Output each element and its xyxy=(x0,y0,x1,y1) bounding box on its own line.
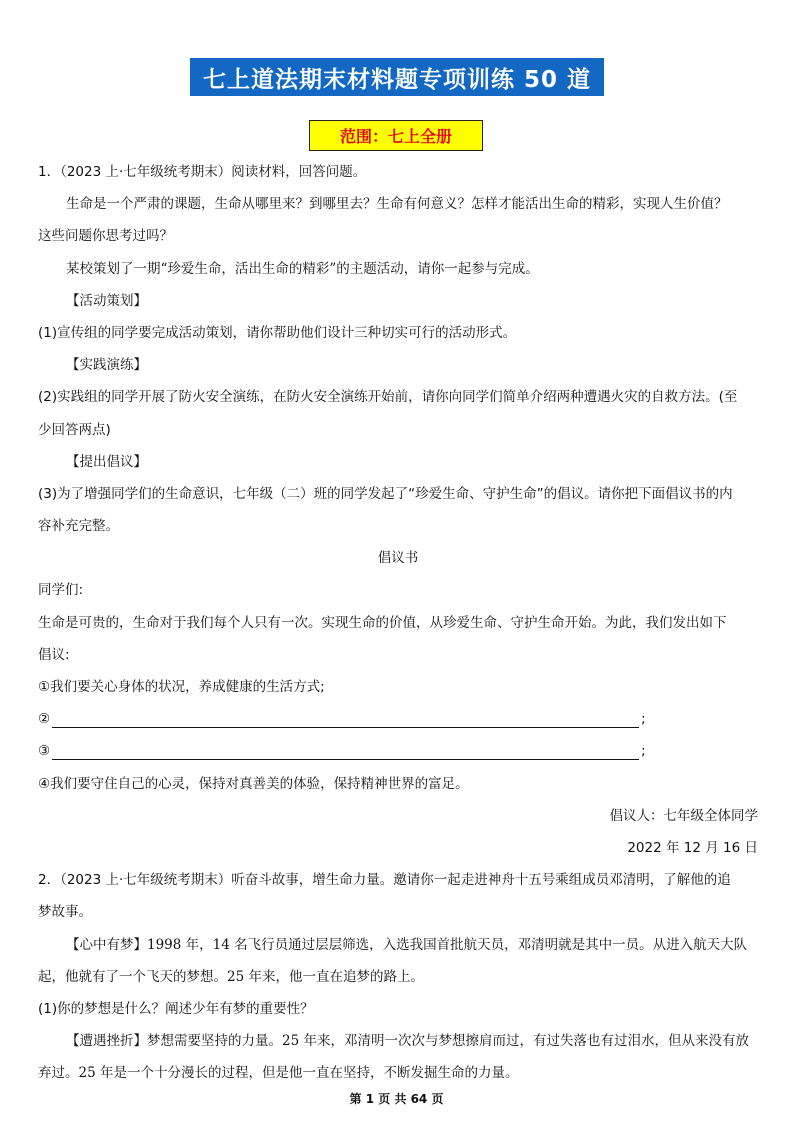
page-footer: 第 1 页 共 64 页 xyxy=(349,1092,444,1106)
question-2-stem-cont: 梦故事。 xyxy=(38,904,92,921)
item-2-number: ② xyxy=(38,711,51,728)
answer-blank-line[interactable] xyxy=(52,711,639,728)
scope-label: 范围：七上全册 xyxy=(309,120,483,151)
q1-subquestion-2: (2)实践组的同学开展了防火安全演练，在防火安全演练开始前，请你向同学们简单介绍两种遭遇火灾的自救方法。(至 xyxy=(38,389,738,406)
q1-material-line: 生命是一个严肃的课题，生命从哪里来？到哪里去？生命有何意义？怎样才能活出生命的精彩，实现人生价值？ xyxy=(66,196,728,213)
q1-subquestion-3-cont: 容补充完整。 xyxy=(38,518,119,535)
answer-blank-line[interactable] xyxy=(52,743,639,760)
proposal-greeting: 同学们: xyxy=(38,582,84,599)
proposal-date: 2022 年 12 月 16 日 xyxy=(627,839,758,856)
question-2-stem: 2．（2023 上·七年级统考期末）听奋斗故事，增生命力量。邀请你一起走进神舟十五号乘组成员邓清明，了解他的追 xyxy=(38,872,731,889)
proposal-item-3 xyxy=(38,735,758,767)
q2-material-line: 【心中有梦】1998 年，14 名飞行员通过层层筛选，入选我国首批航天员，邓清明就是其中一员。从进入航天大队 xyxy=(66,936,748,953)
q1-subquestion-2-cont: 少回答两点) xyxy=(38,421,111,438)
blank-semicolon: ; xyxy=(641,743,646,760)
proposal-item-4: ④我们要守住自己的心灵，保持对真善美的体验，保持精神世界的富足。 xyxy=(38,775,469,792)
proposal-body: 生命是可贵的，生命对于我们每个人只有一次。实现生命的价值，从珍爱生命、守护生命开始。为此，我们发出如下 xyxy=(38,614,727,631)
blank-semicolon: ; xyxy=(641,711,646,728)
q2-material-line: 起，他就有了一个飞天的梦想。25 年来，他一直在追梦的路上。 xyxy=(38,968,424,985)
proposal-title: 倡议书 xyxy=(377,550,419,567)
q1-section-tag: 【提出倡议】 xyxy=(66,453,147,470)
proposal-body-cont: 倡议: xyxy=(38,646,70,663)
question-1-stem: 1．（2023 上·七年级统考期末）阅读材料，回答问题。 xyxy=(38,164,367,180)
q2-material-line: 弃过。25 年是一个十分漫长的过程，但是他一直在坚持，不断发掘生命的力量。 xyxy=(38,1065,519,1082)
proposal-item-2 xyxy=(38,703,758,735)
proposal-item-1: ①我们要关心身体的状况，养成健康的生活方式; xyxy=(38,679,325,695)
q2-material-line: 【遭遇挫折】梦想需要坚持的力量。25 年来，邓清明一次次与梦想擦肩而过，有过失落也有过泪水，但从来没有放 xyxy=(66,1033,749,1050)
document-body xyxy=(38,156,758,1089)
q1-section-tag: 【活动策划】 xyxy=(66,292,147,309)
q1-section-tag: 【实践演练】 xyxy=(66,357,147,374)
q2-subquestion-1: (1)你的梦想是什么？阐述少年有梦的重要性？ xyxy=(38,1000,314,1017)
q1-material-line: 某校策划了一期“珍爱生命，活出生命的精彩”的主题活动，请你一起参与完成。 xyxy=(66,260,539,277)
q1-subquestion-3: (3)为了增强同学们的生命意识，七年级（二）班的同学发起了“珍爱生命、守护生命”的倡议。请你把下面倡议书的内 xyxy=(38,485,733,502)
q1-subquestion-1: (1)宣传组的同学要完成活动策划，请你帮助他们设计三种切实可行的活动形式。 xyxy=(38,324,517,341)
document-title: 七上道法期末材料题专项训练 50 道 xyxy=(190,58,604,96)
q1-material-line: 这些问题你思考过吗？ xyxy=(38,228,173,245)
proposal-signer: 倡议人：七年级全体同学 xyxy=(609,807,758,824)
item-3-number: ③ xyxy=(38,743,51,760)
